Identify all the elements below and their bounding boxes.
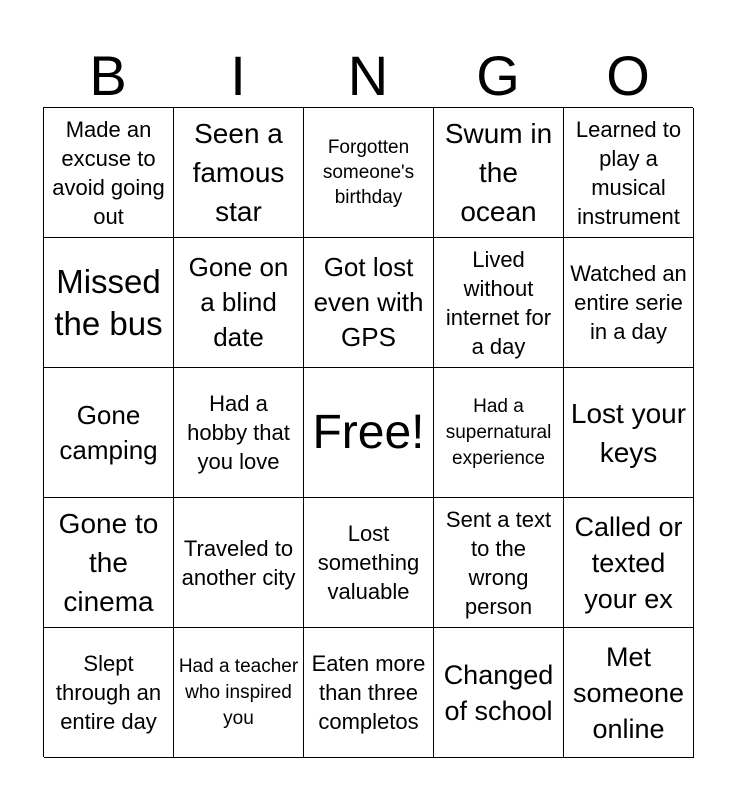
bingo-cell-label: Called or texted your ex: [574, 511, 683, 614]
bingo-cell[interactable]: [44, 108, 174, 238]
bingo-cell[interactable]: [304, 238, 434, 368]
header-letter-n: N: [347, 44, 389, 107]
bingo-cell[interactable]: [564, 498, 694, 628]
bingo-cell[interactable]: [564, 238, 694, 368]
bingo-cell[interactable]: [174, 108, 304, 238]
bingo-cell-label: Watched an entire serie in a day: [570, 261, 687, 344]
bingo-cell-label: Learned to play a musical instrument: [575, 116, 682, 229]
bingo-cell[interactable]: [304, 108, 434, 238]
header-letter-g: G: [476, 44, 520, 107]
header-letter-b: B: [89, 44, 127, 107]
bingo-cell[interactable]: [44, 628, 174, 758]
bingo-board: [43, 107, 693, 757]
bingo-cell[interactable]: [564, 108, 694, 238]
bingo-cell-label: Seen a famous star: [192, 118, 285, 227]
bingo-cell-label: Met someone online: [572, 641, 685, 744]
bingo-cell-label: Had a supernatural experience: [445, 395, 552, 469]
bingo-cell[interactable]: [44, 238, 174, 368]
bingo-cell-label: Gone to the cinema: [58, 508, 159, 617]
bingo-cell-label: Lived without internet for a day: [445, 246, 552, 359]
bingo-cell-label: Gone on a blind date: [188, 252, 289, 352]
bingo-cell[interactable]: [564, 368, 694, 498]
bingo-cell-label: Traveled to another city: [181, 535, 296, 590]
bingo-cell[interactable]: [174, 628, 304, 758]
bingo-cell[interactable]: [174, 498, 304, 628]
bingo-cell-label: Had a teacher who inspired you: [178, 655, 299, 729]
bingo-cell[interactable]: [434, 628, 564, 758]
bingo-cell[interactable]: [174, 238, 304, 368]
bingo-cell-label: Lost your keys: [570, 397, 687, 468]
bingo-cell[interactable]: [434, 238, 564, 368]
header-letter-o: O: [606, 44, 650, 107]
bingo-cell-label: Swum in the ocean: [444, 118, 553, 227]
bingo-cell-label: Gone camping: [59, 399, 158, 465]
bingo-cell[interactable]: [434, 368, 564, 498]
bingo-cell[interactable]: [44, 498, 174, 628]
bingo-header: [43, 46, 693, 106]
bingo-cell-label: Slept through an entire day: [55, 651, 162, 734]
bingo-cell-label: Free!: [312, 405, 425, 459]
bingo-cell[interactable]: [434, 108, 564, 238]
bingo-cell-label: Got lost even with GPS: [313, 252, 424, 352]
bingo-cell-label: Eaten more than three completos: [311, 651, 426, 734]
bingo-cell-label: Changed of school: [443, 659, 554, 726]
bingo-cell-label: Had a hobby that you love: [187, 391, 290, 474]
bingo-cell[interactable]: [304, 628, 434, 758]
bingo-cell-label: Forgotten someone's birthday: [322, 137, 415, 208]
bingo-cell-label: Lost something valuable: [317, 521, 420, 604]
bingo-cell-label: Missed the bus: [54, 262, 163, 342]
bingo-cell[interactable]: [564, 628, 694, 758]
bingo-cell[interactable]: [174, 368, 304, 498]
bingo-cell[interactable]: [44, 368, 174, 498]
bingo-cell[interactable]: [434, 498, 564, 628]
free-space-cell[interactable]: [304, 368, 434, 498]
bingo-cell-label: Made an excuse to avoid going out: [52, 116, 165, 229]
bingo-cell-label: Sent a text to the wrong person: [445, 506, 552, 619]
bingo-cell[interactable]: [304, 498, 434, 628]
header-letter-i: I: [230, 44, 246, 107]
